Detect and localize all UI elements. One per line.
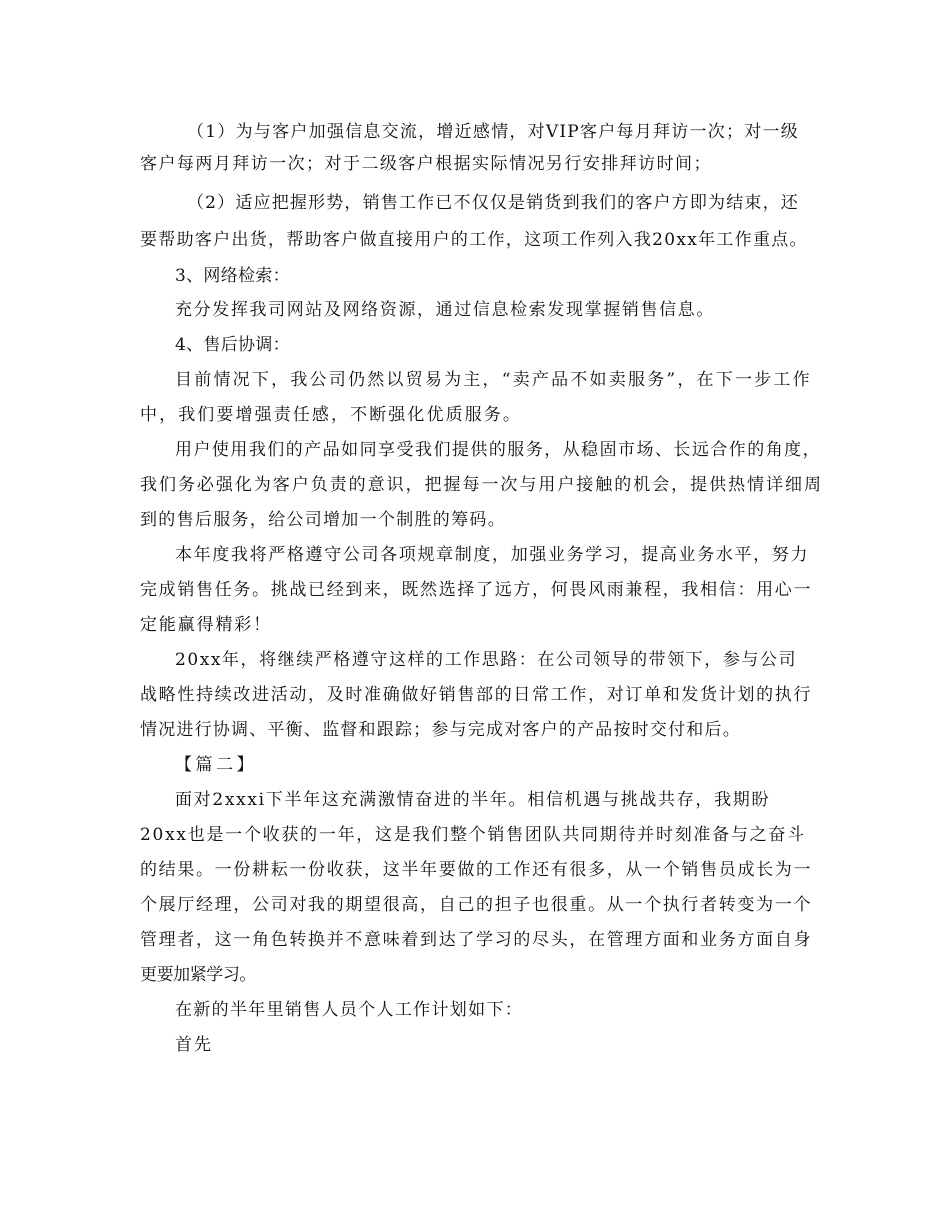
paragraph-line: 20xx年，将继续严格遵守这样的工作思路：在公司领导的带领下，参与公司 <box>175 650 798 670</box>
paragraph-line: 20xx也是一个收获的一年，这是我们整个销售团队共同期待并时刻准备与之奋斗 <box>140 825 806 845</box>
paragraph-line: 首先 <box>175 1035 213 1055</box>
section-heading: 3、网络检索： <box>175 266 290 286</box>
paragraph-line: 的结果。一份耕耘一份收获，这半年要做的工作还有很多，从一个销售员成长为一 <box>140 860 813 880</box>
paragraph-line: 目前情况下，我公司仍然以贸易为主，“卖产品不如卖服务”，在下一步工作 <box>175 370 812 390</box>
paragraph-line: 到的售后服务，给公司增加一个制胜的筹码。 <box>140 510 506 530</box>
paragraph-line: 充分发挥我司网站及网络资源，通过信息检索发现掌握销售信息。 <box>175 300 715 320</box>
section-heading: 4、售后协调： <box>175 335 290 355</box>
paragraph-line: 完成销售任务。挑战已经到来，既然选择了远方，何畏风雨兼程，我相信：用心一 <box>140 580 813 600</box>
section-title: 【篇二】 <box>175 755 257 775</box>
paragraph-line: 我们务必强化为客户负责的意识，把握每一次与用户接触的机会，提供热情详细周 <box>140 475 823 495</box>
paragraph-line: 面对2xxxi下半年这充满激情奋进的半年。相信机遇与挑战共存，我期盼 <box>175 790 771 810</box>
paragraph-line: 定能赢得精彩！ <box>140 615 273 635</box>
paragraph-line: 客户每两月拜访一次；对于二级客户根据实际情况另行安排拜访时间； <box>140 154 712 174</box>
paragraph-line: 用户使用我们的产品如同享受我们提供的服务，从稳固市场、长远合作的角度， <box>175 440 822 460</box>
paragraph-line: 情况进行协调、平衡、监督和跟踪；参与完成对客户的产品按时交付和后。 <box>140 720 741 740</box>
paragraph-line: 要帮助客户出货，帮助客户做直接用户的工作，这项工作列入我20xx年工作重点。 <box>140 230 808 250</box>
paragraph-line: 更要加紧学习。 <box>140 965 256 985</box>
paragraph-line: 战略性持续改进活动，及时准确做好销售部的日常工作，对订单和发货计划的执行 <box>140 685 813 705</box>
paragraph-line: （2）适应把握形势，销售工作已不仅仅是销货到我们的客户方即为结束，还 <box>187 193 799 213</box>
paragraph-line: 中，我们要增强责任感，不断强化优质服务。 <box>140 405 522 425</box>
paragraph-line: 个展厅经理，公司对我的期望很高，自己的担子也很重。从一个执行者转变为一个 <box>140 895 813 915</box>
paragraph-line: 在新的半年里销售人员个人工作计划如下： <box>175 1000 524 1020</box>
paragraph-line: 管理者，这一角色转换并不意味着到达了学习的尽头，在管理方面和业务方面自身 <box>140 930 813 950</box>
paragraph-line: （1）为与客户加强信息交流，增近感情，对VIP客户每月拜访一次；对一级 <box>187 122 799 142</box>
paragraph-line: 本年度我将严格遵守公司各项规章制度，加强业务学习，提高业务水平，努力 <box>175 545 810 565</box>
